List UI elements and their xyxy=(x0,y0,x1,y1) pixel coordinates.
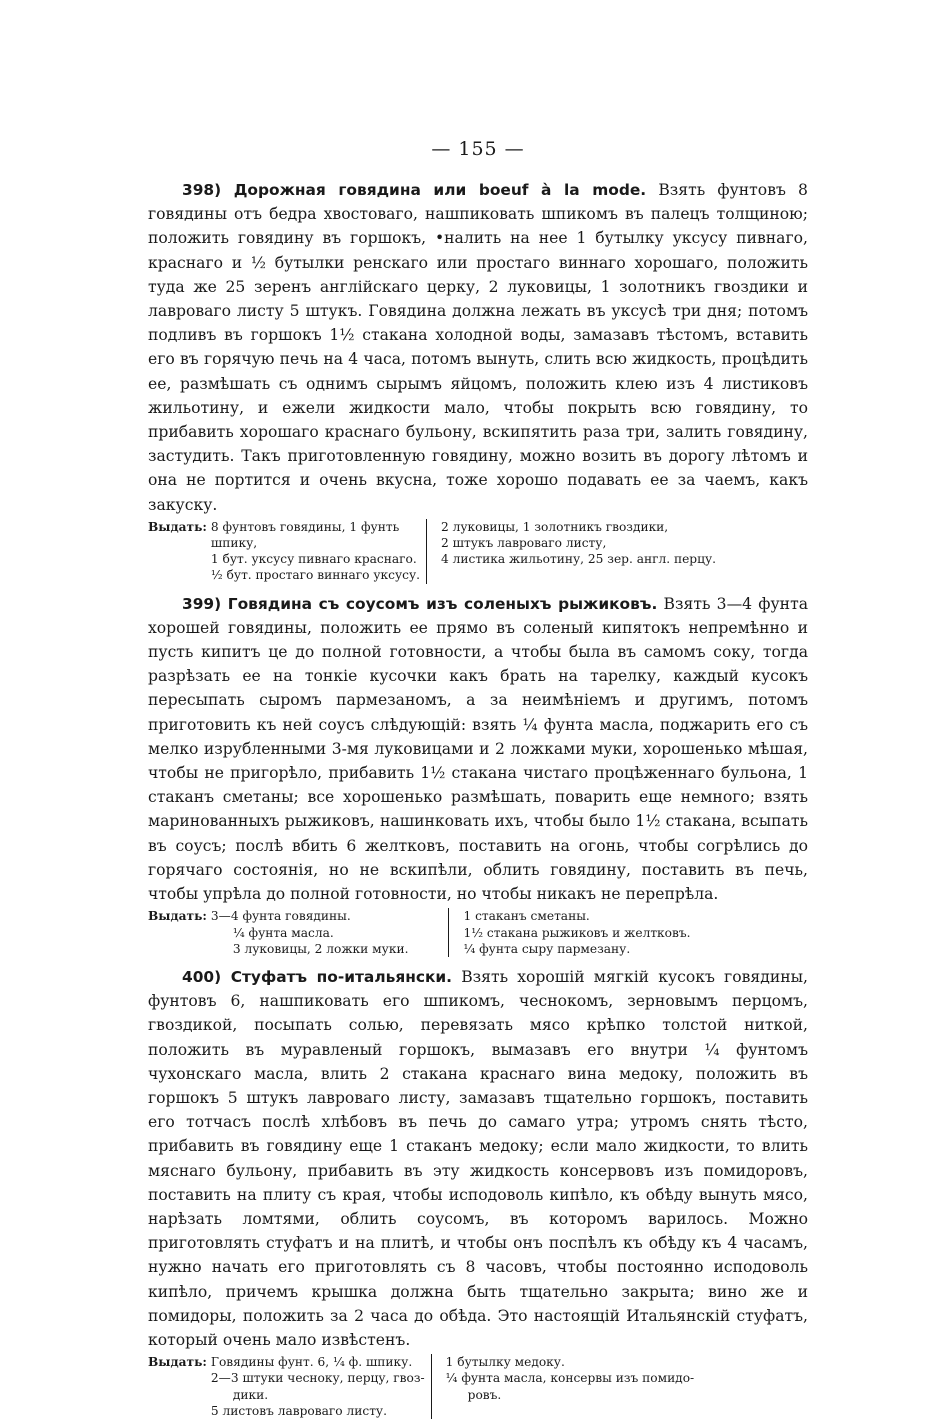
yield-item: 3 луковицы, 2 ложки муки. xyxy=(232,941,409,956)
recipe-text: Взять фунтовъ 8 говядины отъ бедра хвостоваго, нашпиковать шпикомъ въ палецъ толщиною; положить говядину въ горшокъ, •налить на нее 1 бутылку уксусу пивнаго, краснаго и ½ бутылки ренскаго или простаго виннаго хорошаго, положить туда же 25 зеренъ англійскаго церку, 2 луковицы, 1 золотникъ гвоздики и лавроваго листу 5 штукъ. Говядина должна лежать въ уксусѣ три дня; потомъ подливъ въ горшокъ 1½ стакана холодной воды, замазавъ тѣстомъ, вставить его въ горячую печь на 4 часа, потомъ вынуть, слить всю жидкость, процѣдить ее, размѣшать съ однимъ сырымъ яйцомъ, положить клею изъ 4 листиковъ жильотину, и ежели жидкости мало, чтобы покрыть всю говядину, то прибавить хорошаго краснаго бульону, вскипятить раза три, залить говядину, застудить. Такъ приготовленную говядину, можно возить въ дорогу лѣтомъ и она не портится и очень вкусна, тоже хорошо подавать ее за чаемъ, какъ закуску. xyxy=(148,181,808,514)
yield-item: дики. xyxy=(232,1387,269,1402)
page xyxy=(148,138,808,1427)
yield-item: 4 листика жильотину, 25 зер. англ. перцу. xyxy=(441,552,716,567)
yield-item: ½ бут. простаго виннаго уксусу. xyxy=(210,568,421,583)
recipe-400 xyxy=(148,965,808,1419)
page-number: — 155 — xyxy=(431,138,525,160)
yield-label: Выдать: xyxy=(148,909,207,924)
yield-item: 5 листовъ лавроваго листу. xyxy=(210,1403,387,1418)
yield-item: 1 бутылку медоку. xyxy=(445,1355,565,1370)
yield-item: шпику, xyxy=(210,536,258,551)
yield-item: 1 бут. уксусу пивнаго краснаго. xyxy=(210,552,417,567)
yield-block xyxy=(148,908,808,957)
yield-block xyxy=(148,1354,808,1419)
yield-right-column xyxy=(427,519,716,584)
yield-item: 3—4 фунта говядины. xyxy=(210,909,351,924)
yield-block xyxy=(148,519,808,584)
yield-right-column xyxy=(432,1354,695,1419)
yield-left-column xyxy=(211,1354,432,1419)
recipe-paragraph xyxy=(148,178,808,517)
recipe-paragraph xyxy=(148,965,808,1352)
recipe-title: 398) Дорожная говядина или boeuf à la mode. xyxy=(182,181,647,199)
recipe-title: 399) Говядина съ соусомъ изъ соленыхъ рыжиковъ. xyxy=(182,594,658,613)
recipe-398 xyxy=(148,178,808,584)
yield-item: ровъ. xyxy=(467,1387,502,1402)
yield-label: Выдать: xyxy=(148,1355,207,1370)
yield-item: ¼ фунта масла. xyxy=(232,925,334,940)
recipe-text: Взять 3—4 фунта хорошей говядины, положить ее прямо въ соленый кипятокъ непремѣнно и пусть кипитъ це до полной готовности, а чтобы была въ самомъ соку, тогда разрѣзать ее на тонкіе кусочки какъ брать на тарелку, каждый кусокъ пересыпать сыромъ пармезаномъ, а за неимѣніемъ и другимъ, потомъ приготовить къ ней соусъ слѣдующій: взять ¼ фунта масла, поджарить его съ мелко изрубленными 3-мя луковицами и 2 ложками муки, хорошенько мѣшая, чтобы не пригорѣло, прибавить 1½ стакана чистаго процѣженнаго бульона, 1 стаканъ сметаны; все хорошенько размѣшать, поварить еще немного; взять маринованныхъ рыжиковъ, нашинковать ихъ, чтобы было 1½ стакана, всыпать въ соусъ; послѣ вбить 6 желтковъ, поставить на огонь, чтобы согрѣлись до горячаго состоянія, но не вскипѣли, облить говядину, поставить въ печь, чтобы упрѣла до полной готовности, но чтобы никакъ не перепрѣла. xyxy=(148,594,808,904)
recipe-399 xyxy=(148,592,808,957)
yield-item: Говядины фунт. 6, ¼ ф. шпику. xyxy=(210,1355,413,1370)
yield-item: ¼ фунта сыру пармезану. xyxy=(463,941,631,956)
yield-item: ¼ фунта масла, консервы изъ помидо- xyxy=(445,1371,695,1386)
yield-item: 1½ стакана рыжиковъ и желтковъ. xyxy=(463,925,691,940)
yield-item: 8 фунтовъ говядины, 1 фунть xyxy=(210,519,400,534)
yield-right-column xyxy=(449,908,690,957)
yield-item: 1 стаканъ сметаны. xyxy=(463,909,590,924)
yield-label: Выдать: xyxy=(148,519,207,534)
yield-left-column xyxy=(211,519,427,584)
recipe-text: Взять хорошій мягкій кусокъ говядины, фунтовъ 6, нашпиковать его шпикомъ, чеснокомъ, зерновымъ перцомъ, гвоздикой, посыпать солью, перевязать мясо крѣпко толстой ниткой, положить въ муравленый горшокъ, вымазавъ его внутри ¼ фунтомъ чухонскаго масла, влить 2 стакана краснаго вина медоку, положить въ горшокъ 5 штукъ лавроваго листу, замазавъ тщательно горшокъ, поставить его тотчасъ послѣ хлѣбовъ въ печь до самаго утра; утромъ снять тѣсто, прибавить въ говядину еще 1 стаканъ медоку; если мало жидкости, то влить мяснаго бульону, прибавить въ эту жидкость консервовъ изъ помидоровъ, поставить на плиту съ края, чтобы исподоволь кипѣло, къ обѣду вынуть мясо, нарѣзать ломтями, облить соусомъ, въ которомъ варилось. Можно приготовлять стуфатъ и на плитѣ, и чтобы онъ поспѣлъ къ обѣду къ 4 часамъ, нужно начать его приготовлять съ 8 часовъ, чтобы постоянно исподоволь кипѣло, причемъ крышка должна быть тщательно закрыта; вино же и помидоры, положить за 2 часа до обѣда. Это настоящій Итальянскій стуфатъ, который очень мало извѣстенъ. xyxy=(148,967,808,1349)
yield-left-column xyxy=(211,908,450,957)
recipe-paragraph xyxy=(148,592,808,907)
yield-item: 2—3 штуки чесноку, перцу, гвоз- xyxy=(210,1371,425,1386)
yield-item: 2 луковицы, 1 золотникъ гвоздики, xyxy=(441,519,669,534)
yield-item: 2 штукъ лавроваго листу, xyxy=(441,536,607,551)
recipe-title: 400) Стуфатъ по-итальянски. xyxy=(182,967,453,986)
